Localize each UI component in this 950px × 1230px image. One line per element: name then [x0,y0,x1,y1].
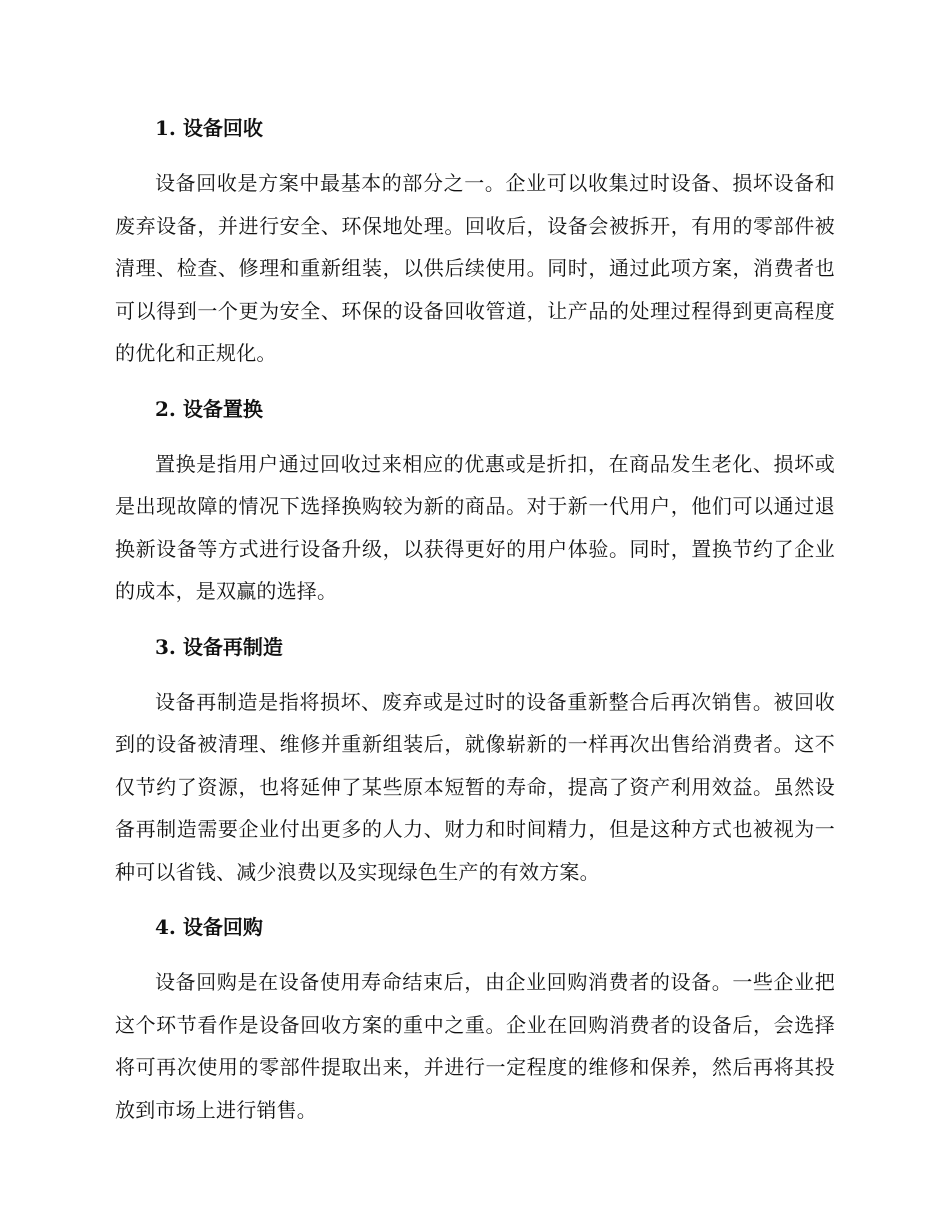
section-heading-replacement: 2. 设备置换 [155,396,263,421]
section-body-buyback: 设备回购是在设备使用寿命结束后，由企业回购消费者的设备。一些企业把这个环节看作是设备回收方案的重中之重。企业在回购消费者的设备后，会选择将可再次使用的零部件提取出来，并进行一定程度的维修和保养，然后再将其投放到市场上进行销售。 [115,970,835,1122]
section-heading-remanufacturing: 3. 设备再制造 [155,634,283,659]
section-body-replacement: 置换是指用户通过回收过来相应的优惠或是折扣，在商品发生老化、损坏或是出现故障的情况下选择换购较为新的商品。对于新一代用户，他们可以通过退换新设备等方式进行设备升级，以获得更好的用户体验。同时，置换节约了企业的成本，是双赢的选择。 [115,451,835,603]
document-content [115,112,835,1149]
section-body-remanufacturing: 设备再制造是指将损坏、废弃或是过时的设备重新整合后再次销售。被回收到的设备被清理、维修并重新组装后，就像崭新的一样再次出售给消费者。这不仅节约了资源，也将延伸了某些原本短暂的寿命，提高了资产利用效益。虽然设备再制造需要企业付出更多的人力、财力和时间精力，但是这种方式也被视为一种可以省钱、减少浪费以及实现绿色生产的有效方案。 [115,689,835,884]
section-body-recycling: 设备回收是方案中最基本的部分之一。企业可以收集过时设备、损坏设备和废弃设备，并进行安全、环保地处理。回收后，设备会被拆开，有用的零部件被清理、检查、修理和重新组装，以供后续使用。同时，通过此项方案，消费者也可以得到一个更为安全、环保的设备回收管道，让产品的处理过程得到更高程度的优化和正规化。 [115,171,835,365]
section-heading-recycling: 1. 设备回收 [155,116,263,140]
section-heading-buyback: 4. 设备回购 [155,915,263,939]
